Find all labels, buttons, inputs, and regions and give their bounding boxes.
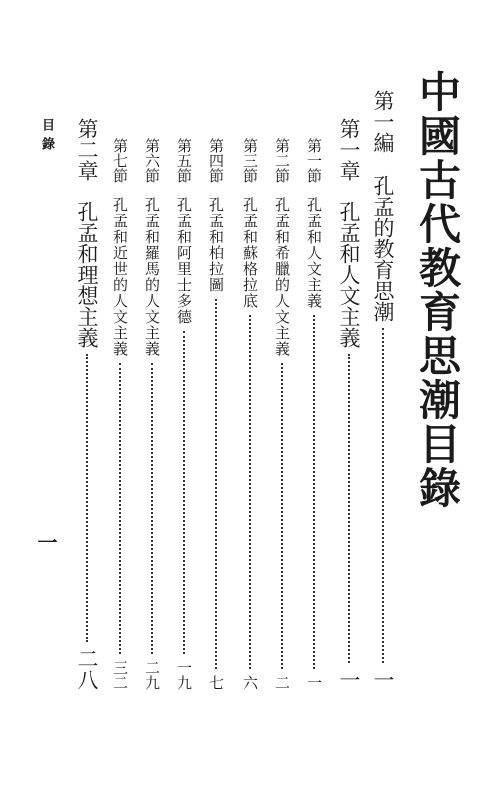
- entry-title: 孔孟和近世的人文主義: [111, 197, 129, 357]
- entry-label: 第二節: [273, 138, 291, 183]
- toc-entry-section-5[interactable]: [176, 138, 191, 690]
- leader-dots: [215, 299, 217, 669]
- entry-page: 二八: [75, 648, 99, 690]
- entry-title: 孔孟的教育思潮: [371, 175, 395, 322]
- entry-page: 二: [273, 675, 291, 690]
- toc-entry-section-7[interactable]: [112, 138, 127, 690]
- leader-dots: [382, 328, 384, 663]
- entry-label: 第四節: [207, 138, 225, 183]
- entry-label: 第六節: [143, 138, 161, 183]
- entry-title: 孔孟和希臘的人文主義: [273, 197, 291, 357]
- toc-entry-section-4[interactable]: [208, 138, 223, 690]
- entry-page: 一: [305, 675, 323, 690]
- entry-title: 孔孟和人文主義: [305, 197, 323, 309]
- toc-entry-chapter-1[interactable]: [338, 118, 359, 690]
- leader-dots: [249, 315, 251, 669]
- entry-page: 三二: [111, 660, 129, 690]
- toc-entry-chapter-2[interactable]: [76, 118, 97, 690]
- entry-page: 六: [241, 675, 259, 690]
- toc-entry-section-2[interactable]: [274, 138, 289, 690]
- toc-entry-section-3[interactable]: [242, 138, 257, 690]
- entry-title: 孔孟和阿里士多德: [175, 197, 193, 325]
- entry-page: 一九: [175, 660, 193, 690]
- running-head: 目錄: [39, 118, 54, 156]
- leader-dots: [348, 354, 350, 663]
- entry-page: 一: [337, 669, 361, 690]
- leader-dots: [183, 331, 185, 654]
- leader-dots: [151, 363, 153, 654]
- toc-entry-part-1[interactable]: [372, 90, 393, 690]
- entry-label: 第七節: [111, 138, 129, 183]
- leader-dots: [313, 315, 315, 669]
- entry-label: 第二章: [75, 118, 99, 181]
- entry-title: 孔孟和羅馬的人文主義: [143, 197, 161, 357]
- entry-page: 一: [371, 669, 395, 690]
- entry-label: 第三節: [241, 138, 259, 183]
- entry-title: 孔孟和人文主義: [337, 201, 361, 348]
- page-number: 一: [34, 532, 58, 552]
- entry-title: 孔孟和柏拉圖: [207, 197, 225, 293]
- toc-entry-section-6[interactable]: [144, 138, 159, 690]
- entry-label: 第一編: [371, 90, 395, 153]
- leader-dots: [119, 363, 121, 654]
- entry-title: 孔孟和蘇格拉底: [241, 197, 259, 309]
- entry-label: 第五節: [175, 138, 193, 183]
- entry-title: 孔孟和理想主義: [75, 201, 99, 348]
- leader-dots: [86, 354, 88, 642]
- toc-entry-section-1[interactable]: [306, 138, 321, 690]
- leader-dots: [281, 363, 283, 669]
- entry-label: 第一章: [337, 118, 361, 181]
- entry-label: 第一節: [305, 138, 323, 183]
- entry-page: 二九: [143, 660, 161, 690]
- page-title: 中國古代教育思潮目錄: [413, 70, 462, 510]
- entry-page: 七: [207, 675, 225, 690]
